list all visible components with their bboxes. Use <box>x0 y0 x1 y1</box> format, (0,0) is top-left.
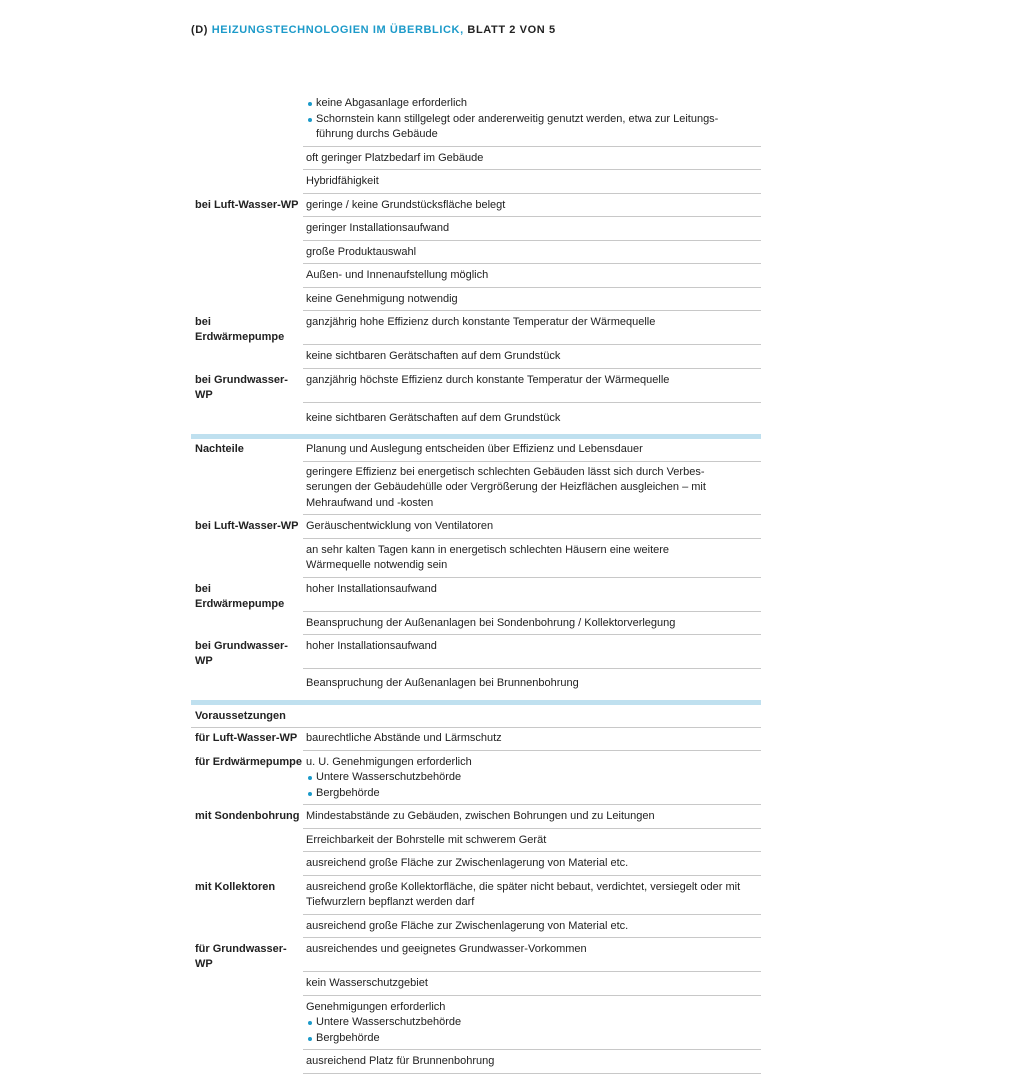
table-cell <box>303 852 761 876</box>
table-cell <box>303 972 761 996</box>
table-row <box>191 635 761 669</box>
list-item: Bergbehörde <box>306 1031 761 1047</box>
table-cell <box>303 241 761 265</box>
row-label <box>191 915 303 939</box>
list-item: Bergbehörde <box>306 786 761 802</box>
row-label <box>191 264 303 288</box>
table-row <box>191 147 761 171</box>
table-cell <box>303 829 761 853</box>
page-header <box>191 24 556 36</box>
cell-text: ausreichendes und geeignetes Grundwasser-Vorkommen <box>306 943 587 955</box>
table-cell <box>303 705 761 729</box>
table-cell <box>303 938 761 972</box>
cell-text: ausreichend Platz für Brunnenbohrung <box>306 1055 495 1067</box>
table-row <box>191 170 761 194</box>
table-row <box>191 515 761 539</box>
cell-text: kein Wasserschutzgebiet <box>306 977 428 989</box>
table-cell <box>303 876 761 915</box>
table-cell <box>303 751 761 806</box>
row-label: bei Erdwärmepumpe <box>195 316 285 343</box>
cell-text: Beanspruchung der Außenanlagen bei Sondenbohrung / Kollektorverlegung <box>306 616 676 629</box>
table-row <box>191 439 761 462</box>
table-row <box>191 345 761 369</box>
table-cell <box>303 915 761 939</box>
table-cell <box>303 669 761 700</box>
table-cell <box>303 264 761 288</box>
row-label <box>191 241 303 265</box>
table-row <box>191 996 761 1051</box>
cell-text: hoher Installationsaufwand <box>306 640 437 652</box>
table-cell <box>303 345 761 369</box>
table-row <box>191 805 761 829</box>
cell-text: ganzjährig höchste Effizienz durch konstante Temperatur der Wärmequelle <box>306 373 670 386</box>
row-label: bei Luft-Wasser-WP <box>195 520 299 532</box>
table-row <box>191 288 761 312</box>
table-row <box>191 578 761 612</box>
table-cell <box>303 194 761 218</box>
table-row <box>191 852 761 876</box>
table-row <box>191 217 761 241</box>
row-label <box>191 829 303 853</box>
table-cell <box>303 1050 761 1074</box>
row-label <box>191 403 303 435</box>
cell-text: Mindestabstände zu Gebäuden, zwischen Bohrungen und zu Leitungen <box>306 810 655 822</box>
table-cell <box>303 996 761 1051</box>
cell-text: oft geringer Platzbedarf im Gebäude <box>306 151 484 164</box>
cell-text: Außen- und Innenaufstellung möglich <box>306 269 489 281</box>
table-row <box>191 369 761 403</box>
row-label: für Erdwärmepumpe <box>195 755 302 768</box>
table-row <box>191 264 761 288</box>
table-cell <box>303 539 761 578</box>
row-label: für Luft-Wasser-WP <box>195 732 298 744</box>
row-label <box>191 170 303 194</box>
table-cell <box>303 439 761 462</box>
cell-text: keine sichtbaren Gerätschaften auf dem Grundstück <box>306 411 561 424</box>
row-label <box>191 612 303 636</box>
table-row <box>191 539 761 578</box>
cell-text: große Produktauswahl <box>306 245 417 258</box>
cell-text: u. U. Genehmigungen erforderlich <box>306 755 472 768</box>
cell-text: geringe / keine Grundstücksfläche belegt <box>306 198 506 211</box>
cell-text: Erreichbarkeit der Bohrstelle mit schwerem Gerät <box>306 833 547 846</box>
row-label <box>191 1050 303 1074</box>
list-item: Schornstein kann stillgelegt oder andererweitig genutzt werden, etwa zur Leitungs-führung durchs Gebäude <box>306 112 761 143</box>
table-cell <box>303 403 761 435</box>
cell-text: ausreichend große Fläche zur Zwischenlagerung von Material etc. <box>306 857 629 869</box>
table-cell <box>303 612 761 636</box>
cell-text: hoher Installationsaufwand <box>306 582 437 595</box>
table-row <box>191 241 761 265</box>
table-row <box>191 311 761 345</box>
cell-text: ausreichend große Kollektorfläche, die später nicht bebaut, verdichtet, versiegelt oder mit Tiefwurzlern bepflanzt werden darf <box>306 880 741 908</box>
cell-text: keine Genehmigung notwendig <box>306 292 458 305</box>
table-row <box>191 751 761 806</box>
table-cell <box>303 96 761 147</box>
table-row <box>191 194 761 218</box>
cell-text: ausreichend große Fläche zur Zwischenlagerung von Material etc. <box>306 919 629 932</box>
table-cell <box>303 578 761 612</box>
row-label <box>191 217 303 241</box>
header-prefix: (D) <box>191 24 209 36</box>
cell-text: Hybridfähigkeit <box>306 175 379 187</box>
row-label <box>191 288 303 312</box>
row-label <box>191 996 303 1051</box>
table-row <box>191 1050 761 1074</box>
table-row <box>191 829 761 853</box>
row-label <box>191 852 303 876</box>
row-label: bei Erdwärmepumpe <box>195 582 285 610</box>
row-label <box>191 147 303 171</box>
cell-text: keine sichtbaren Gerätschaften auf dem Grundstück <box>306 350 561 362</box>
table-row <box>191 876 761 915</box>
cell-text: Planung und Auslegung entscheiden über Effizienz und Lebensdauer <box>306 443 643 455</box>
cell-text: ganzjährig hohe Effizienz durch konstante Temperatur der Wärmequelle <box>306 316 656 328</box>
table-row <box>191 403 761 435</box>
row-label <box>191 669 303 700</box>
cell-text: Geräuschentwicklung von Ventilatoren <box>306 520 494 532</box>
cell-text: Genehmigungen erforderlich <box>306 1000 446 1013</box>
row-label <box>191 972 303 996</box>
table-row <box>191 669 761 700</box>
section-label: Voraussetzungen <box>195 709 286 722</box>
cell-text: baurechtliche Abstände und Lärmschutz <box>306 732 502 744</box>
table-row <box>191 938 761 972</box>
cell-text: geringer Installationsaufwand <box>306 222 450 234</box>
row-label: bei Grundwasser-WP <box>195 373 288 401</box>
table-row <box>191 612 761 636</box>
row-label: für Grundwasser-WP <box>195 943 287 970</box>
table-row <box>191 705 761 729</box>
header-sheet: BLATT 2 VON 5 <box>467 24 556 36</box>
row-label: bei Grundwasser-WP <box>195 640 288 667</box>
table-cell <box>303 805 761 829</box>
table-cell <box>303 635 761 669</box>
list-item: Untere Wasserschutzbehörde <box>306 1015 761 1031</box>
technology-table <box>191 96 761 1074</box>
table-cell <box>303 170 761 194</box>
row-label <box>191 96 303 147</box>
list-item: Untere Wasserschutzbehörde <box>306 770 761 786</box>
list-item: keine Abgasanlage erforderlich <box>306 96 761 112</box>
row-label: mit Kollektoren <box>195 880 276 893</box>
table-cell <box>303 515 761 539</box>
table-cell <box>303 462 761 516</box>
table-cell <box>303 217 761 241</box>
table-row <box>191 96 761 147</box>
cell-text: an sehr kalten Tagen kann in energetisch schlechten Häusern eine weitere Wärmequelle notwendig sein <box>306 543 670 571</box>
table-row <box>191 462 761 516</box>
table-cell <box>303 369 761 403</box>
row-label: mit Sondenbohrung <box>195 810 300 822</box>
row-label: Nachteile <box>195 443 244 455</box>
row-label <box>191 462 303 516</box>
table-cell <box>303 147 761 171</box>
row-label: bei Luft-Wasser-WP <box>195 198 299 211</box>
table-cell <box>303 728 761 751</box>
table-cell <box>303 288 761 312</box>
header-title: HEIZUNGSTECHNOLOGIEN IM ÜBERBLICK, <box>211 24 464 36</box>
cell-text: Beanspruchung der Außenanlagen bei Brunnenbohrung <box>306 677 579 689</box>
table-cell <box>303 311 761 345</box>
row-label <box>191 345 303 369</box>
row-label <box>191 539 303 578</box>
cell-text: geringere Effizienz bei energetisch schlechten Gebäuden lässt sich durch Verbes-serungen der Gebäudehülle oder Vergrößerung der Heizflächen ausgleichen – mit Mehraufwand und -kosten <box>306 465 706 509</box>
table-row <box>191 915 761 939</box>
table-row <box>191 728 761 751</box>
table-row <box>191 972 761 996</box>
